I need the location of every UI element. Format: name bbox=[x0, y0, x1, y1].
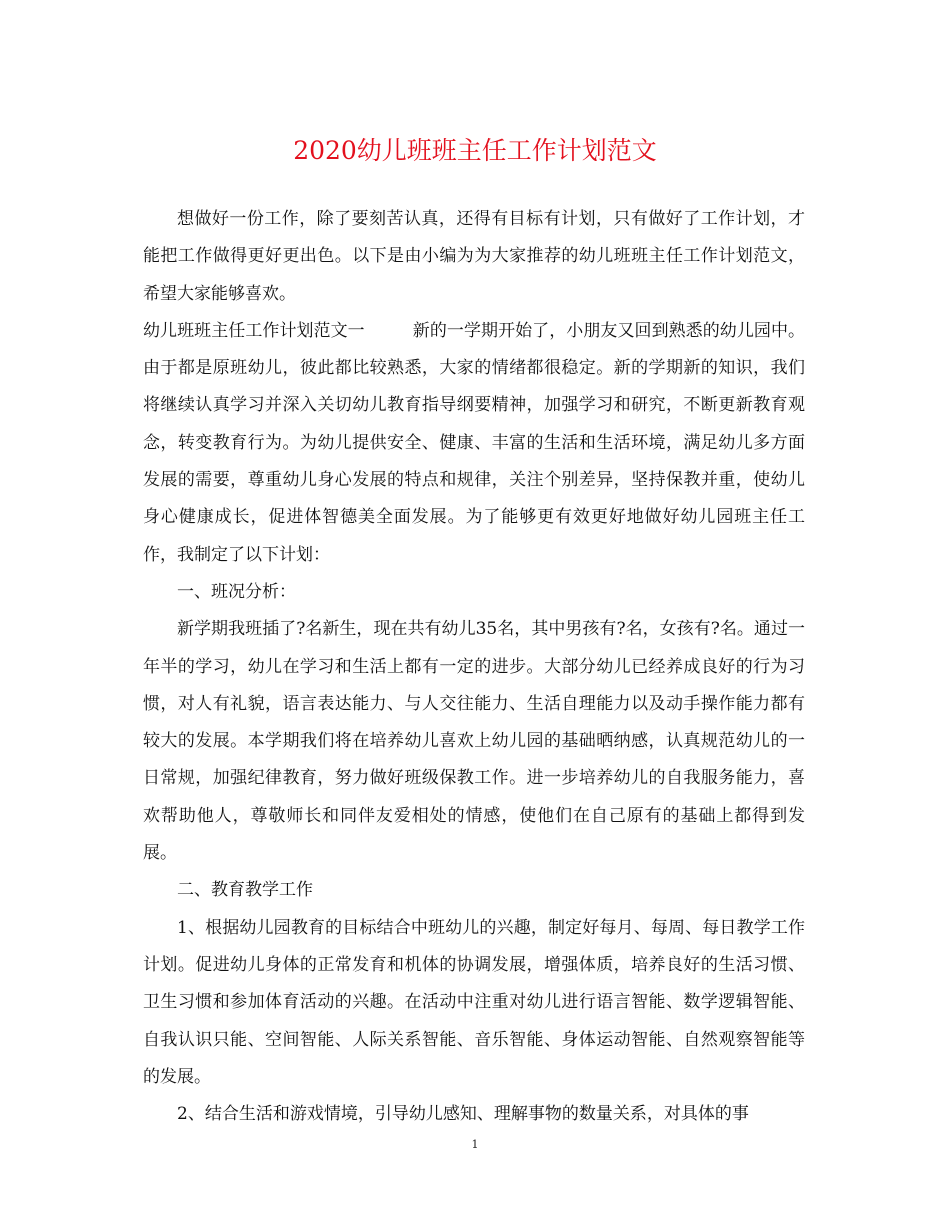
section-one-heading: 幼儿班班主任工作计划范文一 bbox=[143, 320, 365, 341]
section-one-text: 新的一学期开始了，小朋友又回到熟悉的幼儿园中。由于都是原班幼儿，彼此都比较熟悉，大家的情绪都很稳定。新的学期新的知识，我们将继续认真学习并深入关切幼儿教育指导纲要精神，加强学习和研究，不断更新教育观念，转变教育行为。为幼儿提供安全、健康、丰富的生活和生活环境，满足幼儿多方面发展的需要，尊重幼儿身心发展的特点和规律，关注个别差异，坚持保教并重，使幼儿身心健康成长，促进体智德美全面发展。为了能够更有效更好地做好幼儿园班主任工作，我制定了以下计划： bbox=[143, 320, 806, 565]
heading-class-analysis: 一、班况分析： bbox=[177, 581, 296, 602]
heading-teaching-work: 二、教育教学工作 bbox=[177, 880, 313, 901]
teaching-item-2: 2、结合生活和游戏情境，引导幼儿感知、理解事物的数量关系，对具体的事 bbox=[177, 1104, 749, 1125]
document-title: 2020幼儿班班主任工作计划范文 bbox=[293, 136, 657, 165]
class-analysis-paragraph: 新学期我班插了?名新生，现在共有幼儿35名，其中男孩有?名，女孩有?名。通过一年半的学习，幼儿在学习和生活上都有一定的进步。大部分幼儿已经养成良好的行为习惯，对人有礼貌，语言表达能力、与人交往能力、生活自理能力以及动手操作能力都有较大的发展。本学期我们将在培养幼儿喜欢上幼儿园的基础晒纳感，认真规范幼儿的一日常规，加强纪律教育，努力做好班级保教工作。进一步培养幼儿的自我服务能力，喜欢帮助他人，尊敬师长和同伴友爱相处的情感，使他们在自己原有的基础上都得到发展。 bbox=[143, 619, 805, 864]
document-body bbox=[143, 201, 805, 1133]
intro-paragraph: 想做好一份工作，除了要刻苦认真，还得有目标有计划，只有做好了工作计划，才能把工作做得更好更出色。以下是由小编为为大家推荐的幼儿班班主任工作计划范文，希望大家能够喜欢。 bbox=[143, 209, 805, 304]
section-one-paragraph bbox=[143, 313, 805, 574]
teaching-item-1: 1、根据幼儿园教育的目标结合中班幼儿的兴趣，制定好每月、每周、每日教学工作计划。促进幼儿身体的正常发育和机体的协调发展，增强体质，培养良好的生活习惯、卫生习惯和参加体育活动的兴趣。在活动中注重对幼儿进行语言智能、数学逻辑智能、自我认识只能、空间智能、人际关系智能、音乐智能、身体运动智能、自然观察智能等的发展。 bbox=[143, 917, 805, 1087]
page-number: 1 bbox=[471, 1138, 479, 1151]
